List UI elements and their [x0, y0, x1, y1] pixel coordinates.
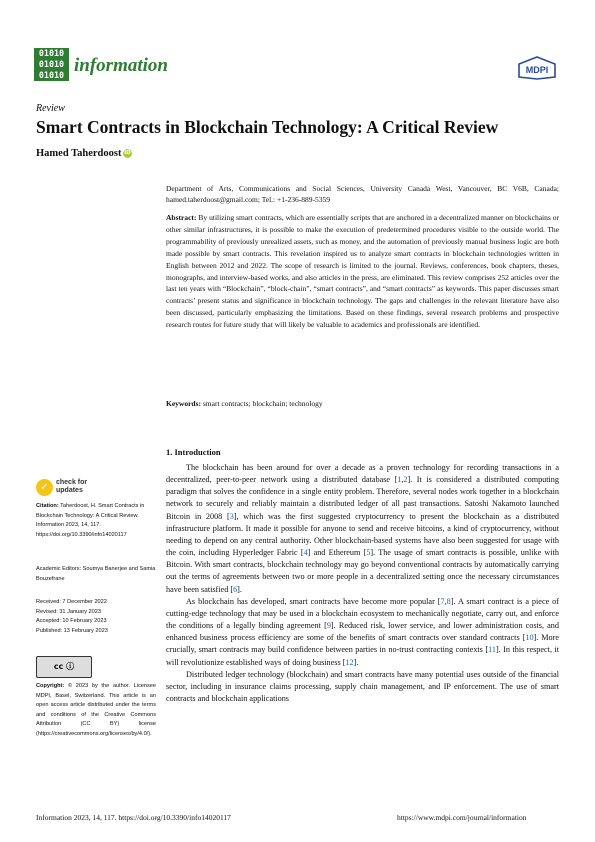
- paragraph-text: ]. It is considered a distributed computing paradigm that solves the confidence in a single entity problem. Therefore, several nodes work together in a blockchain network to securely and reliably maintain a distributed ledger of all past transactions. Satoshi Nakamoto launched Bitcoin in 2008 [: [166, 475, 559, 521]
- reference-link[interactable]: 11: [488, 645, 496, 655]
- reference-link[interactable]: 12: [345, 657, 354, 667]
- reference-link[interactable]: 7: [440, 596, 445, 606]
- citation-label: Citation:: [36, 503, 59, 509]
- citation-text[interactable]: Taherdoost, H. Smart Contracts in Blockchain Technology: A Critical Review. Information 2023, 14, 117. https://doi.org/10.3390/info14020117: [36, 503, 145, 538]
- body-paragraph: [166, 462, 559, 596]
- article-title: Smart Contracts in Blockchain Technology: A Critical Review: [36, 117, 499, 137]
- body-text: [166, 462, 559, 705]
- logo-line: 01010: [38, 48, 65, 58]
- reference-link[interactable]: 3: [229, 511, 234, 521]
- cc-by-license-icon[interactable]: cc ⓘ: [36, 656, 92, 678]
- keywords: [166, 398, 559, 410]
- reference-link[interactable]: 10: [525, 633, 534, 643]
- paragraph-text: ]. Reduced risk, lower service, and lower administration costs, and enhanced business process efficiency are some of the benefits of smart contracts over standard contracts [: [166, 621, 559, 643]
- reference-link[interactable]: 4: [303, 548, 308, 558]
- copyright-text: © 2023 by the author. Licensee MDPI, Basel, Switzerland. This article is an open access article distributed under the terms and conditions of the Creative Commons Attribution (CC BY) license (https://creativecommons.org/licenses/by/4.0/).: [36, 683, 156, 737]
- date-received: Received: 7 December 2022: [36, 599, 107, 605]
- paragraph-text: ].: [237, 584, 242, 594]
- reference-link[interactable]: 2: [403, 475, 408, 485]
- mdpi-logo-icon: [517, 56, 557, 80]
- section-heading: 1. Introduction: [166, 447, 221, 457]
- date-published: Published: 13 February 2023: [36, 627, 108, 634]
- reference-link[interactable]: 5: [366, 548, 371, 558]
- author-name[interactable]: Hamed Taherdoost: [36, 148, 122, 159]
- check-updates-line: updates: [56, 487, 83, 494]
- keywords-label: Keywords:: [166, 399, 201, 408]
- paragraph-text: ] and Ethereum [: [307, 548, 367, 558]
- reference-link[interactable]: 1: [397, 475, 402, 485]
- journal-name: information: [74, 55, 168, 76]
- article-dates: [36, 598, 156, 636]
- abstract: [166, 212, 559, 331]
- body-paragraph: [166, 669, 559, 705]
- copyright: [36, 682, 156, 740]
- date-revised: Revised: 31 January 2023: [36, 608, 101, 615]
- paragraph-text: ]. In this respect, it will revolutionize established ways of doing business [: [166, 645, 560, 667]
- check-for-updates-badge[interactable]: [36, 479, 116, 499]
- affiliation: Department of Arts, Communications and Social Sciences, University Canada West, Vancouver, BC V6B, Canada; hamed.taherdoost@gmail.com; Tel.: +1-236-889-5359: [166, 184, 559, 204]
- abstract-text: By utilizing smart contracts, which are essentially scripts that are anchored in a decentralized manner on blockchains or other similar infrastructures, it is possible to make the execution of predetermined procedures visible to the outside world. The programmability of previously unrealized assets, such as money, and the automation of previously manual business logic are both made possible by smart contracts. This revelation inspired us to analyze smart contracts in blockchain technologies written in English between 2012 and 2022. The scope of research is limited to the journal. Reviews, conferences, book chapters, theses, monographs, and interview-based works, and also articles in the press, are eliminated. This review comprises 252 articles over the last ten years with “Blockchain”, “block-chain”, “smart contracts”, and “smart contracts” as keywords. This paper discusses smart contracts’ present status and significance in blockchain technology. The gaps and challenges in the relevant literature have also been discussed, particularly emphasizing the limitations. Based on these findings, several research problems and prospective research routes for future study that will likely be valuable to academics and professionals are identified.: [166, 213, 559, 330]
- footer-journal-url[interactable]: https://www.mdpi.com/journal/information: [397, 813, 527, 822]
- academic-editors: Academic Editors: Soumya Banerjee and Samia Bouzefrane: [36, 566, 156, 582]
- reference-link[interactable]: 8: [446, 596, 451, 606]
- logo-line: 01010: [38, 59, 65, 69]
- paragraph-text: ].: [353, 657, 359, 667]
- article-type: Review: [36, 103, 65, 114]
- paragraph-text: ], which was the first suggested cryptocurrency to present the blockchain as a distributed infrastructure platform. It made it possible for anyone to send and receive bitcoins, a kind of cryptocurrency, without needing to depend on any central authority. Other blockchain-based systems have also been suggested for usage with the coin, including Hyperledger Fabric [: [166, 511, 560, 558]
- paragraph-text: The blockchain has been around for over a decade as a proven technology for recording transactions in a decentralized, peer-to-peer network using a distributed database [: [166, 463, 559, 485]
- footer-citation[interactable]: Information 2023, 14, 117. https://doi.org/10.3390/info14020117: [36, 813, 231, 822]
- logo-line: 01010: [38, 70, 65, 80]
- paragraph-text: ]. More crucially, smart contracts may build confidence between parties in no-trust contracting contexts [: [166, 633, 559, 655]
- paragraph-text: ,: [444, 596, 447, 606]
- reference-link[interactable]: 6: [233, 584, 238, 594]
- reference-link[interactable]: 9: [326, 621, 331, 631]
- date-accepted: Accepted: 10 February 2023: [36, 618, 107, 625]
- mdpi-logo-text: MDPI: [525, 65, 549, 75]
- abstract-label: Abstract:: [166, 213, 197, 222]
- copyright-label: Copyright:: [36, 683, 65, 689]
- orcid-icon[interactable]: iD: [124, 150, 131, 156]
- keywords-text: smart contracts; blockchain; technology: [202, 399, 323, 408]
- body-paragraph: [166, 596, 559, 669]
- paragraph-text: As blockchain has developed, smart contracts have become more popular [: [186, 596, 441, 606]
- check-updates-line: check for: [56, 479, 88, 486]
- citation: [36, 502, 156, 540]
- paragraph-text: ]. A smart contract is a piece of cutting-edge technology that may be used in a blockchain ecosystem to mechanically negotiate, carry out, and enforce the conditions of a legally binding agreement [: [166, 596, 559, 631]
- paragraph-text: Distributed ledger technology (blockchain) and smart contracts have many potential uses outside of the financial sector, including in insurance claims processing, supply chain management, and IP enforcement. The use of smart contracts and blockchain applications: [166, 669, 559, 703]
- paragraph-text: ]. The usage of smart contracts is possible, unlike with Bitcoin. With smart contracts, blockchain technology may go beyond conventional contracts by automatically carrying out the terms of agreements between two or more people in a decentralized setting once the necessary circumstances have been satisfied [: [166, 548, 559, 594]
- journal-logo: [34, 48, 69, 81]
- paragraph-text: ,: [401, 475, 404, 485]
- check-updates-icon: ✓: [36, 479, 53, 496]
